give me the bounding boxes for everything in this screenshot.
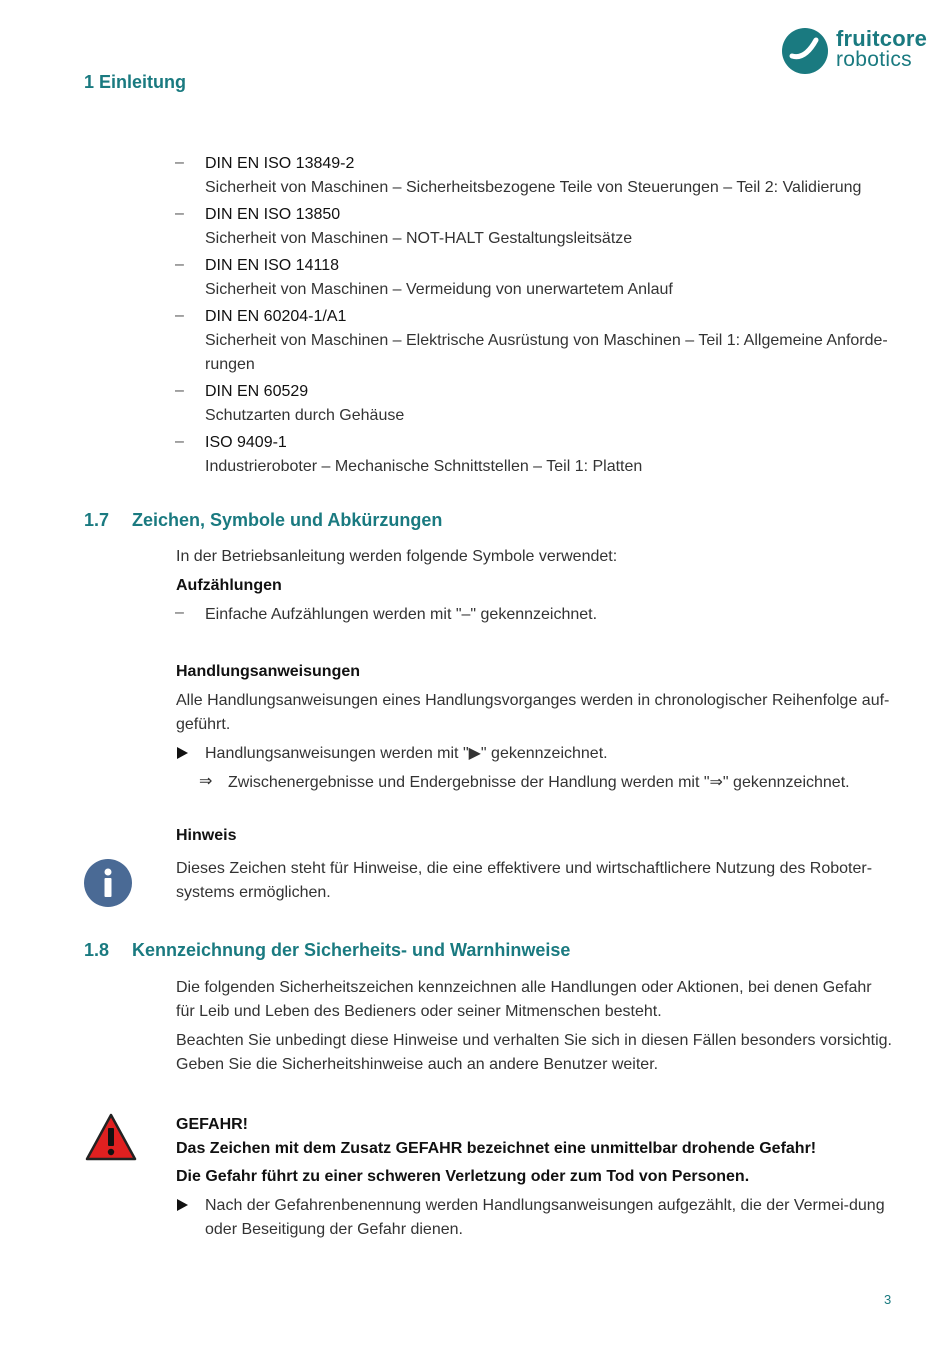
- standard-title: DIN EN 60529: [205, 383, 309, 400]
- list-item: [205, 152, 905, 200]
- list-dash: –: [175, 382, 184, 399]
- chapter-title: 1 Einleitung: [84, 72, 187, 92]
- standard-description: Sicherheit von Maschinen – NOT-HALT Gestaltungsleitsätze: [205, 230, 633, 247]
- section-heading-1-7: [84, 510, 442, 531]
- section-heading-1-8: [84, 940, 570, 961]
- list-item: [205, 305, 905, 377]
- standard-title: ISO 9409-1: [205, 434, 287, 451]
- safety-advice: Beachten Sie unbedingt diese Hinweise und verhalten Sie sich in diesen Fällen besonders vorsichtig. Geben Sie die Sicherheitshinweise auch an andere Benutzer weiter.: [176, 1032, 892, 1073]
- result-item: Zwischenergebnisse und Endergebnisse der Handlung werden mit "⇒" gekennzeichnet.: [228, 774, 850, 791]
- actions-description: Alle Handlungsanweisungen eines Handlungsvorganges werden in chronologischer Reihenfolge auf-geführt.: [176, 692, 890, 733]
- action-triangle-icon: [177, 1199, 188, 1211]
- fruitcore-logo: [780, 26, 930, 78]
- list-item: [205, 431, 905, 479]
- list-dash: –: [175, 433, 184, 450]
- danger-line-1: Das Zeichen mit dem Zusatz GEFAHR bezeichnet eine unmittelbar drohende Gefahr!: [176, 1140, 817, 1157]
- logo-mark-icon: [780, 26, 830, 76]
- standard-description: Sicherheit von Maschinen – Sicherheitsbezogene Teile von Steuerungen – Teil 2: Validierung: [205, 179, 862, 196]
- action-triangle-icon: [177, 747, 188, 759]
- section-number: 1.7: [84, 510, 110, 530]
- list-item: [205, 254, 905, 302]
- note-text: Dieses Zeichen steht für Hinweise, die eine effektivere und wirtschaftlichere Nutzung des Roboter-systems ermöglichen.: [176, 860, 873, 901]
- section-title: Zeichen, Symbole und Abkürzungen: [132, 510, 443, 530]
- enum-heading: Aufzählungen: [176, 577, 282, 594]
- standard-title: DIN EN ISO 13850: [205, 206, 341, 223]
- standard-description: Industrieroboter – Mechanische Schnittstellen – Teil 1: Platten: [205, 458, 643, 475]
- enum-example: Einfache Aufzählungen werden mit "–" gekennzeichnet.: [205, 606, 598, 623]
- standard-description: Schutzarten durch Gehäuse: [205, 407, 405, 424]
- danger-action-item: Nach der Gefahrenbenennung werden Handlungsanweisungen aufgezählt, die der Vermei-dung oder Beseitigung der Gefahr dienen.: [205, 1197, 885, 1238]
- safety-intro: Die folgenden Sicherheitszeichen kennzeichnen alle Handlungen oder Aktionen, bei denen Gefahr für Leib und Leben des Bedieners oder seiner Mitmenschen besteht.: [176, 979, 872, 1020]
- standard-description: Sicherheit von Maschinen – Vermeidung von unerwartetem Anlauf: [205, 281, 673, 298]
- list-dash: –: [175, 307, 184, 324]
- list-dash: –: [175, 205, 184, 222]
- section-title: Kennzeichnung der Sicherheits- und Warnhinweise: [132, 940, 571, 960]
- section-number: 1.8: [84, 940, 110, 960]
- page-number: 3: [884, 1292, 892, 1307]
- list-item: [205, 203, 905, 251]
- note-heading: Hinweis: [176, 827, 237, 844]
- standard-title: DIN EN ISO 13849-2: [205, 155, 355, 172]
- logo-text-robotics: robotics: [836, 48, 912, 71]
- list-item: [205, 380, 905, 428]
- list-dash: –: [175, 604, 184, 621]
- danger-line-2: Die Gefahr führt zu einer schweren Verletzung oder zum Tod von Personen.: [176, 1168, 750, 1185]
- symbols-intro: In der Betriebsanleitung werden folgende Symbole verwendet:: [176, 548, 618, 565]
- danger-warning-icon: [84, 1112, 138, 1162]
- standard-title: DIN EN 60204-1/A1: [205, 308, 347, 325]
- list-dash: –: [175, 256, 184, 273]
- action-item: Handlungsanweisungen werden mit "▶" gekennzeichnet.: [205, 745, 608, 762]
- result-arrow-icon: ⇒: [199, 773, 213, 790]
- info-icon: [84, 859, 132, 907]
- danger-label: GEFAHR!: [176, 1116, 248, 1133]
- standard-description: Sicherheit von Maschinen – Elektrische Ausrüstung von Maschinen – Teil 1: Allgemeine Anforde-rungen: [205, 332, 888, 373]
- list-dash: –: [175, 154, 184, 171]
- logo-text-fruitcore: fruitcore: [836, 26, 928, 51]
- actions-heading: Handlungsanweisungen: [176, 663, 361, 680]
- standard-title: DIN EN ISO 14118: [205, 257, 339, 274]
